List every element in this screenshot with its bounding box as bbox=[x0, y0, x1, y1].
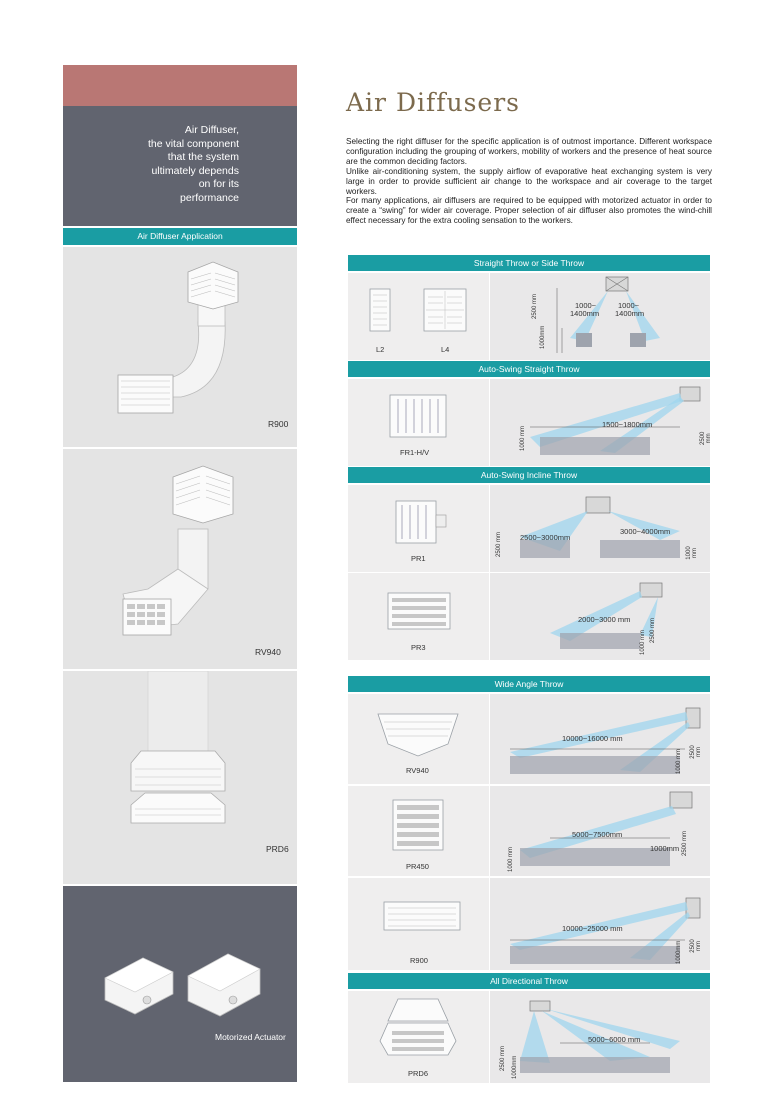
dim-prd6-mount-height: 2500 mm bbox=[500, 1045, 506, 1071]
panel-rv940 bbox=[63, 449, 297, 669]
section-header-straight: Straight Throw or Side Throw bbox=[348, 255, 710, 271]
label-fr1: FR1-H/V bbox=[400, 448, 430, 457]
throw-diagram-rv940 bbox=[490, 694, 710, 784]
dim-rv940-work-height: 1000 mm bbox=[676, 748, 682, 774]
card-auto-swing-straight bbox=[348, 379, 710, 466]
prd6-product-image bbox=[63, 671, 297, 884]
label-pr450: PR450 bbox=[406, 862, 429, 871]
dim-prd6-distance: 5000~6000 mm bbox=[588, 1035, 641, 1044]
throw-diagram-r900 bbox=[490, 878, 710, 970]
panel-label-rv940: RV940 bbox=[255, 647, 281, 657]
dim-r900-mount-height: 2500 mm bbox=[690, 939, 702, 953]
label-l4: L4 bbox=[441, 345, 450, 354]
dim-pr450-work-height: 1000 mm bbox=[508, 846, 514, 872]
paragraph-2: Unlike air-conditioning system, the supply airflow of evaporative heat exchanging system is very large in order to provide sufficient air change to the workspace and air coverage to the target workers. bbox=[346, 166, 712, 196]
dim-straight-work-height: 1000mm bbox=[540, 325, 546, 349]
rv940-product-image bbox=[63, 449, 297, 669]
dim-pr3-work-height: 1000 mm bbox=[640, 629, 646, 655]
card-auto-swing-incline bbox=[348, 485, 710, 572]
dim-r900-work-height: 1000mm bbox=[676, 940, 682, 964]
throw-diagram-pr3 bbox=[490, 573, 710, 660]
dim-straight-right-a: 1000~ bbox=[618, 301, 640, 310]
dim-pr450-side: 1000mm bbox=[650, 844, 680, 853]
throw-diagram-pr1 bbox=[490, 485, 710, 572]
section-header-auto-straight: Auto-Swing Straight Throw bbox=[348, 361, 710, 377]
dim-pr450-mount-height: 2500 mm bbox=[682, 830, 688, 856]
label-prd6: PRD6 bbox=[408, 1069, 429, 1078]
panel-label-prd6: PRD6 bbox=[266, 844, 289, 854]
panel-motorized-actuator bbox=[63, 886, 297, 1082]
dim-pr1-work-height: 1000 mm bbox=[686, 546, 698, 560]
panel-prd6 bbox=[63, 671, 297, 884]
page-title: Air Diffusers bbox=[346, 88, 520, 117]
dim-pr450-distance: 5000~7500mm bbox=[572, 830, 623, 839]
dim-straight-right-b: 1400mm bbox=[615, 309, 645, 318]
throw-diagram-straight bbox=[490, 273, 710, 360]
dim-pr3-distance: 2000~3000 mm bbox=[578, 615, 631, 624]
label-r900: R900 bbox=[410, 956, 428, 965]
section-header-wide: Wide Angle Throw bbox=[348, 676, 710, 692]
application-header: Air Diffuser Application bbox=[63, 228, 297, 245]
card-pr450 bbox=[348, 786, 710, 876]
dim-fr1-mount-height: 2500 mm bbox=[700, 431, 712, 445]
actuator-product-image bbox=[63, 886, 297, 1082]
intro-panel bbox=[63, 106, 297, 226]
diffuser-image-area bbox=[348, 273, 489, 360]
throw-diagram-prd6 bbox=[490, 991, 710, 1083]
section-header-all: All Directional Throw bbox=[348, 973, 710, 989]
r900-product-image bbox=[63, 247, 297, 447]
dim-pr1-distance-left: 2500~3000mm bbox=[520, 533, 571, 542]
label-l2: L2 bbox=[376, 345, 385, 354]
card-prd6 bbox=[348, 991, 710, 1083]
dim-rv940-distance: 10000~16000 mm bbox=[562, 734, 623, 743]
dim-rv940-mount-height: 2500 mm bbox=[690, 745, 702, 759]
paragraph-1: Selecting the right diffuser for the specific application is of outmost importance. Different workspace configuration including the grouping of workers, mobility of workers and the presence of heat source are the common deciding factors. bbox=[346, 137, 712, 166]
dim-pr3-mount-height: 2500 mm bbox=[650, 617, 656, 643]
label-rv940: RV940 bbox=[406, 766, 429, 775]
card-r900 bbox=[348, 878, 710, 970]
card-straight-throw bbox=[348, 273, 710, 360]
throw-diagram-pr450 bbox=[490, 786, 710, 876]
dim-straight-left-b: 1400mm bbox=[570, 309, 600, 318]
card-rv940 bbox=[348, 694, 710, 784]
dim-fr1-distance: 1500~1800mm bbox=[602, 420, 653, 429]
l2-l4-diffuser-image bbox=[348, 273, 489, 360]
dim-straight-left-a: 1000~ bbox=[575, 301, 597, 310]
panel-label-r900: R900 bbox=[268, 419, 289, 429]
dim-prd6-work-height: 1000mm bbox=[512, 1055, 518, 1079]
accent-bar bbox=[63, 65, 297, 106]
intro-text: Air Diffuser, the vital component that the system ultimately depends on for its performance bbox=[147, 124, 239, 204]
panel-r900 bbox=[63, 247, 297, 447]
label-pr3: PR3 bbox=[411, 643, 426, 652]
label-pr1: PR1 bbox=[411, 554, 426, 563]
dim-straight-height: 2500 mm bbox=[532, 293, 538, 319]
dim-r900-distance: 10000~25000 mm bbox=[562, 924, 623, 933]
card-pr3 bbox=[348, 573, 710, 660]
section-header-auto-incline: Auto-Swing Incline Throw bbox=[348, 467, 710, 483]
panel-label-actuator: Motorized Actuator bbox=[215, 1032, 286, 1042]
dim-pr1-distance-right: 3000~4000mm bbox=[620, 527, 671, 536]
throw-diagram-fr1 bbox=[490, 379, 710, 466]
dim-fr1-work-height: 1000 mm bbox=[520, 425, 526, 451]
paragraph-3: For many applications, air diffusers are required to be equipped with motorized actuator in order to create a “swing” for wider air coverage. Proper selection of air diffuser also promotes the wind-chill effect necessary for the extra cooling sensation to the workers. bbox=[346, 196, 712, 226]
intro-paragraphs bbox=[346, 137, 712, 226]
dim-pr1-mount-height: 2500 mm bbox=[496, 531, 502, 557]
